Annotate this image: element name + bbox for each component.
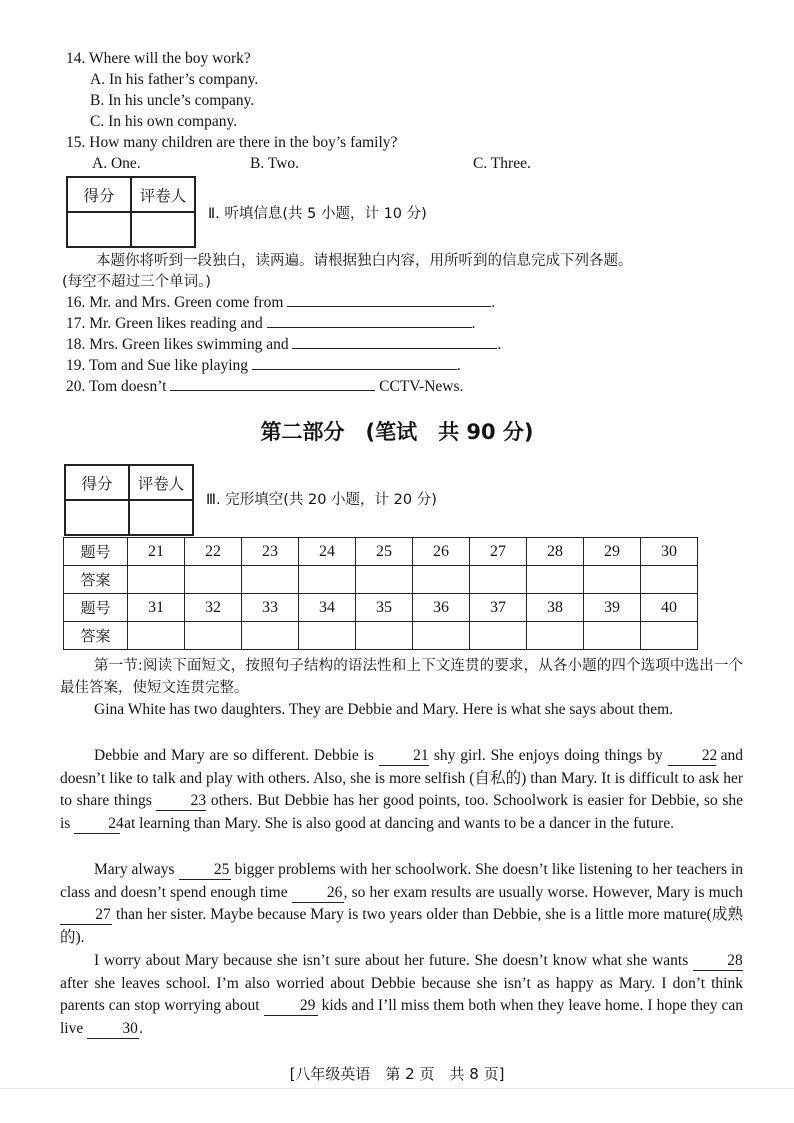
cloze-blank-30[interactable]: 30 xyxy=(87,1020,139,1039)
page-footer: [八年级英语 第 2 页 共 8 页] xyxy=(289,1065,505,1083)
answer-cell[interactable] xyxy=(356,622,413,650)
question-number: 39 xyxy=(584,594,641,622)
question-number: 34 xyxy=(299,594,356,622)
cloze-blank-23[interactable]: 23 xyxy=(156,792,206,811)
passage-text: I worry about Mary because she isn’t sure about her future. She doesn’t know what she wants xyxy=(94,952,689,969)
answer-cell[interactable] xyxy=(641,622,698,650)
fill-item-17-suffix: . xyxy=(471,315,476,332)
answer-grid-question-row xyxy=(64,594,698,622)
answer-cell[interactable] xyxy=(299,622,356,650)
fill-item-18 xyxy=(66,334,501,355)
score-cell[interactable] xyxy=(67,212,131,247)
question-number-label: 题号 xyxy=(64,538,128,566)
cloze-blank-26[interactable]: 26 xyxy=(292,884,344,903)
question-number: 33 xyxy=(242,594,299,622)
passage-paragraph-3 xyxy=(60,859,743,950)
passage-paragraph-1: Gina White has two daughters. They are Debbie and Mary. Here is what she says about them. xyxy=(94,701,674,718)
answer-cell[interactable] xyxy=(584,566,641,594)
answer-cell[interactable] xyxy=(641,566,698,594)
passage-text: Mary always xyxy=(94,861,175,878)
passage-text: after she leaves school. I’m also worried about Debbie because she isn’t as happy as Mary. I don’t think parents can stop worrying about xyxy=(60,974,743,1015)
grader-label: 评卷人 xyxy=(129,465,193,500)
question-number: 31 xyxy=(128,594,185,622)
question-number: 28 xyxy=(527,538,584,566)
fill-item-17 xyxy=(66,313,475,334)
answer-cell[interactable] xyxy=(527,566,584,594)
question-number: 38 xyxy=(527,594,584,622)
section-3-part1-instruction: 第一节:阅读下面短文，按照句子结构的语法性和上下文连贯的要求，从各小题的四个选项中选出一个最佳答案，使短文连贯完整。 xyxy=(60,658,743,696)
answer-cell[interactable] xyxy=(128,622,185,650)
fill-item-18-blank[interactable] xyxy=(292,334,497,349)
passage-paragraph-2 xyxy=(60,745,743,836)
answer-cell[interactable] xyxy=(470,566,527,594)
score-box-section-3 xyxy=(64,464,194,536)
section-3-title: Ⅲ. 完形填空(共 20 小题，计 20 分) xyxy=(206,492,437,508)
question-14-option-c[interactable]: C. In his own company. xyxy=(90,113,238,130)
passage-text: Debbie and Mary are so different. Debbie is xyxy=(94,747,374,764)
answer-label: 答案 xyxy=(64,566,128,594)
answer-cell[interactable] xyxy=(242,566,299,594)
passage-text: , so her exam results are usually worse. However, Mary is much xyxy=(343,883,744,901)
score-label: 得分 xyxy=(65,465,129,500)
answer-cell[interactable] xyxy=(128,566,185,594)
question-number-label: 题号 xyxy=(64,594,128,622)
section-2-title: Ⅱ. 听填信息(共 5 小题，计 10 分) xyxy=(208,206,427,222)
question-number: 35 xyxy=(356,594,413,622)
fill-item-20 xyxy=(66,376,463,397)
passage-text: at learning than Mary. She is also good at dancing and wants to be a dancer in the future. xyxy=(124,815,675,833)
section-2-instruction-line2: (每空不超过三个单词。) xyxy=(62,274,212,290)
question-14-option-a[interactable]: A. In his father’s company. xyxy=(90,71,259,88)
question-number: 26 xyxy=(413,538,470,566)
fill-item-20-suffix: CCTV-News. xyxy=(379,378,464,395)
question-14-stem: 14. Where will the boy work? xyxy=(66,50,251,67)
answer-grid-answer-row xyxy=(64,566,698,594)
answer-cell[interactable] xyxy=(413,622,470,650)
question-number: 23 xyxy=(242,538,299,566)
fill-item-19-blank[interactable] xyxy=(252,355,457,370)
passage-text: kids and I’ll miss them both when they leave home. I hope they can live xyxy=(60,997,744,1038)
score-box-section-2 xyxy=(66,176,196,248)
question-number: 24 xyxy=(299,538,356,566)
question-15-option-c[interactable]: C. Three. xyxy=(473,155,531,172)
question-number: 30 xyxy=(641,538,698,566)
question-number: 36 xyxy=(413,594,470,622)
question-number: 40 xyxy=(641,594,698,622)
question-15-option-b[interactable]: B. Two. xyxy=(250,155,300,172)
fill-item-17-blank[interactable] xyxy=(267,313,472,328)
answer-grid-answer-row xyxy=(64,622,698,650)
cloze-blank-25[interactable]: 25 xyxy=(179,861,231,880)
passage-text: others. But Debbie has her good points, too. Schoolwork is easier for Debbie, so she is xyxy=(60,792,744,833)
passage-text: than her sister. Maybe because Mary is two years older than Debbie, she is a little more mature(成熟的). xyxy=(60,906,743,947)
fill-item-19-text: 19. Tom and Sue like playing xyxy=(66,357,249,374)
passage-text: . xyxy=(139,1020,143,1038)
answer-cell[interactable] xyxy=(185,622,242,650)
question-15-option-a[interactable]: A. One. xyxy=(92,155,141,172)
answer-label: 答案 xyxy=(64,622,128,650)
passage-paragraph-4 xyxy=(60,950,743,1041)
question-number: 27 xyxy=(470,538,527,566)
score-label: 得分 xyxy=(67,177,131,212)
fill-item-16 xyxy=(66,292,495,313)
answer-cell[interactable] xyxy=(299,566,356,594)
fill-item-20-text: 20. Tom doesn’t xyxy=(66,378,167,395)
answer-cell[interactable] xyxy=(584,622,641,650)
fill-item-18-text: 18. Mrs. Green likes swimming and xyxy=(66,336,289,353)
cloze-blank-27[interactable]: 27 xyxy=(60,906,112,925)
question-number: 21 xyxy=(128,538,185,566)
section-2-instruction-line1: 本题你将听到一段独白，读两遍。请根据独白内容，用所听到的信息完成下列各题。 xyxy=(96,253,633,269)
grader-cell[interactable] xyxy=(131,212,195,247)
fill-item-20-blank[interactable] xyxy=(170,376,375,391)
fill-item-19-suffix: . xyxy=(456,357,461,374)
cloze-blank-28[interactable]: 28 xyxy=(693,952,743,971)
passage-text: and doesn’t like to talk and play with others. Also, she is more selfish (自私的) than Mary. It is difficult to ask her to share things xyxy=(60,747,744,810)
answer-cell[interactable] xyxy=(413,566,470,594)
passage-text: shy girl. She enjoys doing things by xyxy=(433,747,663,764)
passage-text: bigger problems with her schoolwork. She doesn’t like listening to her teachers in class and doesn’t spend enough time xyxy=(60,861,744,901)
answer-grid xyxy=(63,537,698,650)
question-number: 37 xyxy=(470,594,527,622)
question-number: 32 xyxy=(185,594,242,622)
answer-cell[interactable] xyxy=(242,622,299,650)
fill-item-17-text: 17. Mr. Green likes reading and xyxy=(66,315,263,332)
question-14-option-b[interactable]: B. In his uncle’s company. xyxy=(90,92,255,109)
answer-grid-question-row xyxy=(64,538,698,566)
question-number: 22 xyxy=(185,538,242,566)
cloze-blank-24[interactable]: 24 xyxy=(74,815,120,834)
answer-cell[interactable] xyxy=(527,622,584,650)
fill-item-16-text: 16. Mr. and Mrs. Green come from xyxy=(66,294,284,311)
grader-cell[interactable] xyxy=(129,500,193,535)
cloze-blank-29[interactable]: 29 xyxy=(264,997,318,1016)
answer-cell[interactable] xyxy=(185,566,242,594)
footer-divider xyxy=(0,1088,794,1089)
part-two-title: 第二部分 (笔试 共 90 分) xyxy=(260,420,534,444)
answer-cell[interactable] xyxy=(470,622,527,650)
cloze-blank-21[interactable]: 21 xyxy=(379,747,429,766)
question-15-stem: 15. How many children are there in the boy’s family? xyxy=(66,134,398,151)
score-cell[interactable] xyxy=(65,500,129,535)
cloze-blank-22[interactable]: 22 xyxy=(668,747,716,766)
answer-cell[interactable] xyxy=(356,566,413,594)
question-number: 25 xyxy=(356,538,413,566)
fill-item-18-suffix: . xyxy=(497,336,502,353)
fill-item-16-blank[interactable] xyxy=(287,292,491,307)
question-number: 29 xyxy=(584,538,641,566)
grader-label: 评卷人 xyxy=(131,177,195,212)
fill-item-16-suffix: . xyxy=(491,294,496,311)
fill-item-19 xyxy=(66,355,461,376)
